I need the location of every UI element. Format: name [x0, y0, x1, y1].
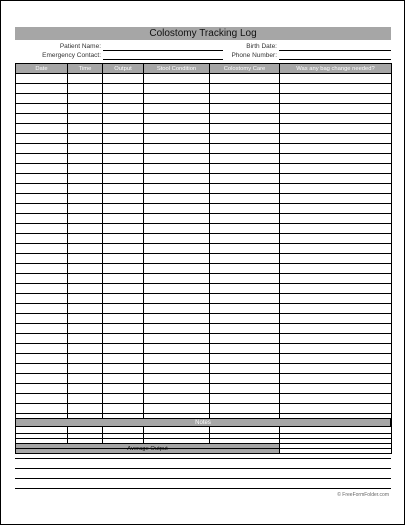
log-cell[interactable]	[68, 174, 103, 184]
log-cell[interactable]	[280, 214, 392, 224]
log-cell[interactable]	[16, 304, 68, 314]
log-cell[interactable]	[103, 294, 144, 304]
log-cell[interactable]	[16, 324, 68, 334]
log-cell[interactable]	[103, 114, 144, 124]
log-row	[16, 84, 392, 94]
log-cell[interactable]	[280, 204, 392, 214]
log-cell[interactable]	[103, 384, 144, 394]
log-row	[16, 404, 392, 414]
log-cell[interactable]	[68, 234, 103, 244]
log-cell[interactable]	[144, 184, 210, 194]
log-row	[16, 394, 392, 404]
log-cell[interactable]	[280, 154, 392, 164]
log-cell[interactable]	[16, 164, 68, 174]
log-row	[16, 374, 392, 384]
log-cell[interactable]	[280, 194, 392, 204]
log-cell[interactable]	[16, 194, 68, 204]
log-cell[interactable]	[68, 84, 103, 94]
average-output-label: Average Output	[16, 444, 280, 454]
log-cell[interactable]	[210, 274, 280, 284]
notes-line[interactable]	[15, 478, 391, 479]
log-cell[interactable]	[144, 224, 210, 234]
log-cell[interactable]	[144, 244, 210, 254]
log-cell[interactable]	[103, 404, 144, 414]
log-cell[interactable]	[103, 324, 144, 334]
log-cell[interactable]	[144, 194, 210, 204]
log-cell[interactable]	[103, 334, 144, 344]
log-cell[interactable]	[210, 114, 280, 124]
log-cell[interactable]	[16, 294, 68, 304]
column-header-time: Time	[68, 64, 103, 74]
log-cell[interactable]	[68, 364, 103, 374]
log-cell[interactable]	[144, 84, 210, 94]
log-cell[interactable]	[68, 284, 103, 294]
log-cell[interactable]	[103, 174, 144, 184]
log-row	[16, 284, 392, 294]
log-cell[interactable]	[103, 374, 144, 384]
log-cell[interactable]	[144, 284, 210, 294]
log-cell[interactable]	[144, 294, 210, 304]
log-cell[interactable]	[210, 314, 280, 324]
birth-date-field[interactable]	[279, 42, 391, 51]
log-row	[16, 364, 392, 374]
log-cell[interactable]	[280, 354, 392, 364]
log-cell[interactable]	[16, 214, 68, 224]
log-cell[interactable]	[280, 94, 392, 104]
log-cell[interactable]	[103, 394, 144, 404]
log-cell[interactable]	[280, 144, 392, 154]
log-cell[interactable]	[68, 214, 103, 224]
log-cell[interactable]	[210, 124, 280, 134]
birth-date-label: Birth Date:	[246, 43, 277, 50]
notes-line[interactable]	[15, 468, 391, 469]
log-row	[16, 224, 392, 234]
log-cell[interactable]	[210, 364, 280, 374]
log-cell[interactable]	[68, 334, 103, 344]
log-cell[interactable]	[210, 374, 280, 384]
log-cell[interactable]	[103, 204, 144, 214]
log-cell[interactable]	[68, 194, 103, 204]
log-cell[interactable]	[280, 304, 392, 314]
log-cell[interactable]	[280, 184, 392, 194]
log-cell[interactable]	[16, 184, 68, 194]
log-cell[interactable]	[210, 174, 280, 184]
log-cell[interactable]	[68, 324, 103, 334]
log-cell[interactable]	[16, 284, 68, 294]
notes-header: Notes	[15, 418, 391, 427]
patient-name-field[interactable]	[103, 42, 223, 51]
log-cell[interactable]	[144, 234, 210, 244]
log-cell[interactable]	[144, 134, 210, 144]
log-cell[interactable]	[16, 314, 68, 324]
log-cell[interactable]	[103, 264, 144, 274]
log-cell[interactable]	[210, 294, 280, 304]
log-cell[interactable]	[68, 74, 103, 84]
footer-credit: © FreeFormFolder.com	[337, 492, 389, 498]
log-cell[interactable]	[16, 234, 68, 244]
log-cell[interactable]	[68, 164, 103, 174]
log-cell[interactable]	[144, 374, 210, 384]
log-cell[interactable]	[280, 224, 392, 234]
log-cell[interactable]	[280, 234, 392, 244]
log-cell[interactable]	[144, 334, 210, 344]
contact-info-row	[15, 51, 391, 61]
log-cell[interactable]	[16, 364, 68, 374]
log-cell[interactable]	[144, 354, 210, 364]
log-cell[interactable]	[280, 274, 392, 284]
log-cell[interactable]	[210, 234, 280, 244]
emergency-contact-label: Emergency Contact:	[42, 52, 101, 59]
log-table	[15, 63, 392, 454]
column-header-stool-condition: Stool Condition	[144, 64, 210, 74]
log-cell[interactable]	[210, 404, 280, 414]
log-cell[interactable]	[280, 254, 392, 264]
log-cell[interactable]	[103, 354, 144, 364]
log-cell[interactable]	[16, 144, 68, 154]
log-cell[interactable]	[210, 244, 280, 254]
log-cell[interactable]	[210, 154, 280, 164]
notes-line[interactable]	[15, 488, 391, 489]
log-cell[interactable]	[144, 304, 210, 314]
log-cell[interactable]	[68, 264, 103, 274]
log-row	[16, 94, 392, 104]
log-row	[16, 314, 392, 324]
log-cell[interactable]	[144, 314, 210, 324]
log-row	[16, 184, 392, 194]
log-cell[interactable]	[280, 164, 392, 174]
log-cell[interactable]	[68, 254, 103, 264]
log-row	[16, 384, 392, 394]
log-cell[interactable]	[210, 384, 280, 394]
log-cell[interactable]	[68, 244, 103, 254]
log-cell[interactable]	[144, 164, 210, 174]
log-cell[interactable]	[144, 204, 210, 214]
log-cell[interactable]	[103, 134, 144, 144]
log-cell[interactable]	[144, 274, 210, 284]
log-cell[interactable]	[68, 404, 103, 414]
log-cell[interactable]	[280, 404, 392, 414]
log-cell[interactable]	[210, 344, 280, 354]
phone-number-field[interactable]	[279, 51, 391, 60]
log-cell[interactable]	[280, 104, 392, 114]
log-row	[16, 344, 392, 354]
log-cell[interactable]	[103, 284, 144, 294]
log-cell[interactable]	[144, 384, 210, 394]
log-cell[interactable]	[210, 354, 280, 364]
log-cell[interactable]	[16, 114, 68, 124]
log-cell[interactable]	[16, 94, 68, 104]
log-cell[interactable]	[280, 314, 392, 324]
log-cell[interactable]	[16, 264, 68, 274]
log-cell[interactable]	[103, 84, 144, 94]
log-cell[interactable]	[210, 84, 280, 94]
log-cell[interactable]	[16, 154, 68, 164]
log-table-body	[16, 74, 392, 444]
log-cell[interactable]	[210, 144, 280, 154]
log-cell[interactable]	[16, 384, 68, 394]
log-cell[interactable]	[144, 264, 210, 274]
log-row	[16, 164, 392, 174]
log-cell[interactable]	[210, 184, 280, 194]
log-row	[16, 244, 392, 254]
log-cell[interactable]	[280, 334, 392, 344]
log-cell[interactable]	[144, 324, 210, 334]
log-cell[interactable]	[280, 264, 392, 274]
log-cell[interactable]	[103, 274, 144, 284]
log-cell[interactable]	[280, 364, 392, 374]
log-cell[interactable]	[103, 94, 144, 104]
log-row	[16, 304, 392, 314]
log-cell[interactable]	[68, 144, 103, 154]
log-row	[16, 144, 392, 154]
log-cell[interactable]	[210, 224, 280, 234]
log-cell[interactable]	[144, 404, 210, 414]
log-cell[interactable]	[68, 94, 103, 104]
log-table-header	[16, 64, 392, 74]
log-cell[interactable]	[68, 384, 103, 394]
log-cell[interactable]	[210, 204, 280, 214]
log-cell[interactable]	[68, 104, 103, 114]
log-cell[interactable]	[210, 284, 280, 294]
log-cell[interactable]	[103, 244, 144, 254]
log-cell[interactable]	[210, 394, 280, 404]
log-cell[interactable]	[16, 254, 68, 264]
log-row	[16, 104, 392, 114]
log-row	[16, 354, 392, 364]
log-cell[interactable]	[68, 114, 103, 124]
log-cell[interactable]	[280, 84, 392, 94]
log-cell[interactable]	[210, 194, 280, 204]
log-cell[interactable]	[68, 124, 103, 134]
log-cell[interactable]	[16, 124, 68, 134]
log-cell[interactable]	[144, 154, 210, 164]
log-cell[interactable]	[68, 224, 103, 234]
log-cell[interactable]	[68, 394, 103, 404]
form-title: Colostomy Tracking Log	[15, 27, 391, 40]
log-cell[interactable]	[16, 344, 68, 354]
log-cell[interactable]	[103, 74, 144, 84]
log-cell[interactable]	[103, 144, 144, 154]
log-cell[interactable]	[280, 124, 392, 134]
log-cell[interactable]	[280, 324, 392, 334]
log-cell[interactable]	[16, 74, 68, 84]
log-cell[interactable]	[16, 174, 68, 184]
log-cell[interactable]	[144, 364, 210, 374]
log-cell[interactable]	[210, 334, 280, 344]
log-row	[16, 214, 392, 224]
log-cell[interactable]	[280, 394, 392, 404]
log-cell[interactable]	[103, 254, 144, 264]
log-cell[interactable]	[16, 104, 68, 114]
log-cell[interactable]	[103, 164, 144, 174]
log-cell[interactable]	[103, 154, 144, 164]
log-row	[16, 194, 392, 204]
emergency-contact-field[interactable]	[103, 51, 223, 60]
log-cell[interactable]	[280, 384, 392, 394]
log-cell[interactable]	[68, 184, 103, 194]
log-cell[interactable]	[103, 214, 144, 224]
column-header-output: Output	[103, 64, 144, 74]
log-cell[interactable]	[68, 154, 103, 164]
patient-name-label: Patient Name:	[59, 43, 101, 50]
log-cell[interactable]	[144, 344, 210, 354]
log-cell[interactable]	[16, 204, 68, 214]
log-cell[interactable]	[103, 104, 144, 114]
log-cell[interactable]	[16, 224, 68, 234]
column-header-date: Date	[16, 64, 68, 74]
phone-number-label: Phone Number:	[231, 52, 277, 59]
log-cell[interactable]	[68, 294, 103, 304]
log-cell[interactable]	[210, 164, 280, 174]
log-cell[interactable]	[144, 74, 210, 84]
log-cell[interactable]	[210, 134, 280, 144]
log-row	[16, 254, 392, 264]
log-cell[interactable]	[210, 324, 280, 334]
log-row	[16, 264, 392, 274]
log-cell[interactable]	[103, 364, 144, 374]
log-cell[interactable]	[144, 114, 210, 124]
log-cell[interactable]	[280, 244, 392, 254]
log-cell[interactable]	[280, 74, 392, 84]
log-row	[16, 154, 392, 164]
log-row	[16, 124, 392, 134]
log-cell[interactable]	[16, 394, 68, 404]
notes-line[interactable]	[15, 458, 391, 459]
log-row	[16, 274, 392, 284]
log-cell[interactable]	[210, 264, 280, 274]
log-cell[interactable]	[210, 254, 280, 264]
log-cell[interactable]	[210, 214, 280, 224]
notes-line[interactable]	[15, 438, 391, 439]
notes-line[interactable]	[15, 448, 391, 449]
log-row	[16, 74, 392, 84]
log-cell[interactable]	[16, 354, 68, 364]
log-cell[interactable]	[16, 274, 68, 284]
log-cell[interactable]	[144, 94, 210, 104]
column-header-colostomy-care: Colostomy Care	[210, 64, 280, 74]
log-cell[interactable]	[144, 254, 210, 264]
column-header-bag-change: Was any bag change needed?	[280, 64, 392, 74]
log-cell[interactable]	[280, 134, 392, 144]
log-cell[interactable]	[144, 174, 210, 184]
log-row	[16, 234, 392, 244]
log-cell[interactable]	[210, 94, 280, 104]
log-cell[interactable]	[103, 224, 144, 234]
log-cell[interactable]	[103, 314, 144, 324]
log-row	[16, 174, 392, 184]
log-cell[interactable]	[144, 394, 210, 404]
log-cell[interactable]	[68, 134, 103, 144]
log-cell[interactable]	[68, 354, 103, 364]
log-cell[interactable]	[210, 304, 280, 314]
log-cell[interactable]	[210, 74, 280, 84]
log-cell[interactable]	[68, 204, 103, 214]
log-row	[16, 114, 392, 124]
log-row	[16, 324, 392, 334]
log-cell[interactable]	[103, 304, 144, 314]
log-cell[interactable]	[16, 244, 68, 254]
log-cell[interactable]	[103, 344, 144, 354]
log-cell[interactable]	[16, 84, 68, 94]
log-cell[interactable]	[103, 194, 144, 204]
log-cell[interactable]	[144, 124, 210, 134]
log-cell[interactable]	[280, 114, 392, 124]
log-cell[interactable]	[210, 104, 280, 114]
log-cell[interactable]	[103, 124, 144, 134]
log-cell[interactable]	[68, 274, 103, 284]
log-cell[interactable]	[68, 374, 103, 384]
log-cell[interactable]	[16, 404, 68, 414]
log-cell[interactable]	[68, 344, 103, 354]
log-cell[interactable]	[16, 134, 68, 144]
log-row	[16, 334, 392, 344]
log-cell[interactable]	[68, 304, 103, 314]
log-cell[interactable]	[280, 294, 392, 304]
log-cell[interactable]	[103, 184, 144, 194]
log-cell[interactable]	[103, 234, 144, 244]
log-row	[16, 294, 392, 304]
log-cell[interactable]	[280, 344, 392, 354]
log-cell[interactable]	[144, 144, 210, 154]
log-cell[interactable]	[280, 284, 392, 294]
log-cell[interactable]	[16, 334, 68, 344]
log-row	[16, 134, 392, 144]
log-cell[interactable]	[68, 314, 103, 324]
log-cell[interactable]	[16, 374, 68, 384]
log-cell[interactable]	[144, 214, 210, 224]
log-cell[interactable]	[280, 174, 392, 184]
log-cell[interactable]	[144, 104, 210, 114]
log-row	[16, 204, 392, 214]
log-cell[interactable]	[280, 374, 392, 384]
